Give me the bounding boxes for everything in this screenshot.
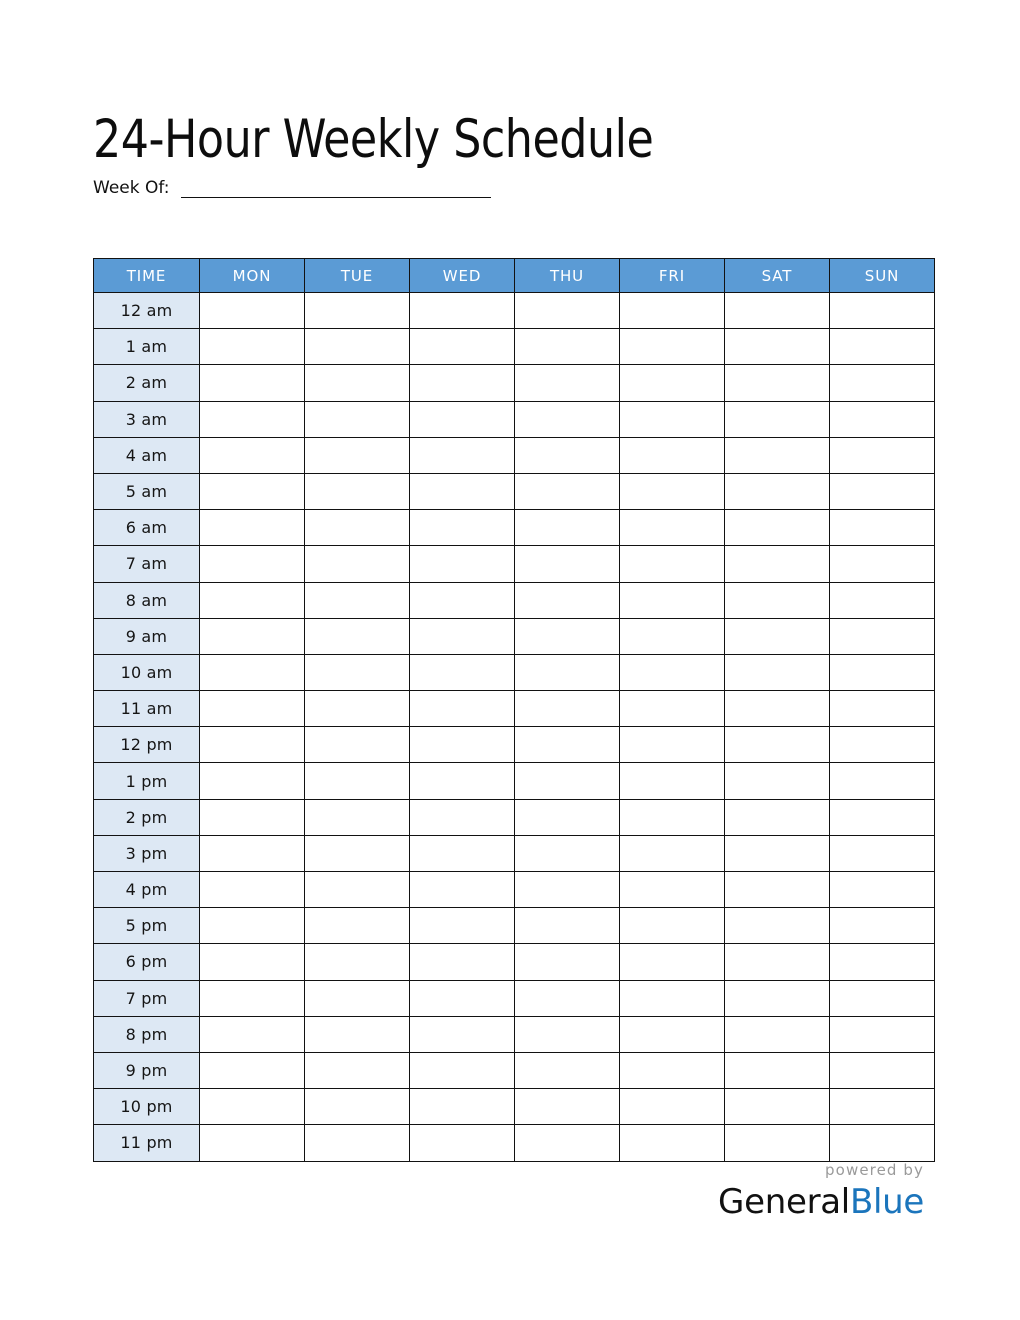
table-row	[94, 872, 935, 908]
brand-general-text: General	[718, 1182, 850, 1222]
column-header-thu: THU	[515, 259, 620, 293]
schedule-entry-cell[interactable]	[725, 293, 830, 329]
table-row	[94, 1125, 935, 1161]
schedule-entry-cell[interactable]	[725, 727, 830, 763]
schedule-entry-cell[interactable]	[620, 1089, 725, 1125]
schedule-entry-cell[interactable]	[620, 654, 725, 690]
schedule-entry-cell[interactable]	[830, 437, 935, 473]
schedule-entry-cell[interactable]	[305, 1016, 410, 1052]
schedule-entry-cell[interactable]	[515, 944, 620, 980]
table-row	[94, 691, 935, 727]
schedule-entry-cell[interactable]	[830, 401, 935, 437]
schedule-entry-cell[interactable]	[200, 654, 305, 690]
general-blue-logo	[624, 1161, 924, 1222]
schedule-entry-cell[interactable]	[410, 510, 515, 546]
table-row	[94, 365, 935, 401]
schedule-entry-cell[interactable]	[410, 727, 515, 763]
schedule-entry-cell[interactable]	[515, 799, 620, 835]
schedule-entry-cell[interactable]	[515, 1125, 620, 1161]
week-of-input[interactable]	[181, 197, 491, 198]
schedule-entry-cell[interactable]	[830, 1089, 935, 1125]
time-label-cell: 4 am	[94, 437, 200, 473]
schedule-entry-cell[interactable]	[410, 1052, 515, 1088]
schedule-entry-cell[interactable]	[725, 1052, 830, 1088]
time-label-cell: 7 pm	[94, 980, 200, 1016]
schedule-entry-cell[interactable]	[305, 546, 410, 582]
schedule-entry-cell[interactable]	[200, 799, 305, 835]
schedule-entry-cell[interactable]	[725, 473, 830, 509]
schedule-entry-cell[interactable]	[725, 582, 830, 618]
time-label-cell: 11 am	[94, 691, 200, 727]
schedule-entry-cell[interactable]	[620, 691, 725, 727]
schedule-entry-cell[interactable]	[410, 835, 515, 871]
schedule-entry-cell[interactable]	[620, 727, 725, 763]
schedule-entry-cell[interactable]	[830, 872, 935, 908]
schedule-entry-cell[interactable]	[830, 835, 935, 871]
schedule-entry-cell[interactable]	[830, 763, 935, 799]
schedule-entry-cell[interactable]	[410, 1016, 515, 1052]
schedule-entry-cell[interactable]	[410, 401, 515, 437]
schedule-entry-cell[interactable]	[305, 1125, 410, 1161]
schedule-entry-cell[interactable]	[830, 546, 935, 582]
schedule-entry-cell[interactable]	[515, 473, 620, 509]
schedule-entry-cell[interactable]	[620, 980, 725, 1016]
schedule-entry-cell[interactable]	[515, 618, 620, 654]
schedule-entry-cell[interactable]	[410, 365, 515, 401]
schedule-entry-cell[interactable]	[200, 835, 305, 871]
schedule-entry-cell[interactable]	[410, 329, 515, 365]
time-label-cell: 2 pm	[94, 799, 200, 835]
schedule-entry-cell[interactable]	[620, 365, 725, 401]
schedule-entry-cell[interactable]	[620, 908, 725, 944]
schedule-entry-cell[interactable]	[830, 329, 935, 365]
schedule-entry-cell[interactable]	[410, 1089, 515, 1125]
column-header-fri: FRI	[620, 259, 725, 293]
schedule-entry-cell[interactable]	[830, 1125, 935, 1161]
schedule-entry-cell[interactable]	[725, 510, 830, 546]
schedule-entry-cell[interactable]	[515, 835, 620, 871]
time-label-cell: 12 pm	[94, 727, 200, 763]
time-label-cell: 6 am	[94, 510, 200, 546]
page-title: 24-Hour Weekly Schedule	[93, 108, 654, 170]
schedule-table-container	[93, 258, 927, 1162]
schedule-entry-cell[interactable]	[620, 401, 725, 437]
schedule-entry-cell[interactable]	[410, 582, 515, 618]
schedule-entry-cell[interactable]	[305, 582, 410, 618]
column-header-sun: SUN	[830, 259, 935, 293]
table-row	[94, 473, 935, 509]
schedule-entry-cell[interactable]	[410, 654, 515, 690]
schedule-entry-cell[interactable]	[515, 763, 620, 799]
table-row	[94, 293, 935, 329]
schedule-entry-cell[interactable]	[515, 1052, 620, 1088]
schedule-entry-cell[interactable]	[515, 582, 620, 618]
time-label-cell: 10 pm	[94, 1089, 200, 1125]
time-label-cell: 3 am	[94, 401, 200, 437]
time-label-cell: 4 pm	[94, 872, 200, 908]
schedule-entry-cell[interactable]	[410, 908, 515, 944]
table-row	[94, 618, 935, 654]
schedule-entry-cell[interactable]	[620, 1016, 725, 1052]
column-header-time: TIME	[94, 259, 200, 293]
table-row	[94, 1089, 935, 1125]
schedule-entry-cell[interactable]	[305, 618, 410, 654]
week-of-label: Week Of:	[93, 178, 170, 198]
time-label-cell: 12 am	[94, 293, 200, 329]
time-label-cell: 3 pm	[94, 835, 200, 871]
schedule-entry-cell[interactable]	[620, 1125, 725, 1161]
schedule-entry-cell[interactable]	[515, 908, 620, 944]
time-label-cell: 8 pm	[94, 1016, 200, 1052]
schedule-entry-cell[interactable]	[200, 727, 305, 763]
schedule-entry-cell[interactable]	[725, 546, 830, 582]
schedule-entry-cell[interactable]	[620, 437, 725, 473]
schedule-entry-cell[interactable]	[200, 980, 305, 1016]
schedule-entry-cell[interactable]	[410, 691, 515, 727]
schedule-entry-cell[interactable]	[830, 799, 935, 835]
schedule-entry-cell[interactable]	[410, 473, 515, 509]
schedule-entry-cell[interactable]	[410, 618, 515, 654]
schedule-entry-cell[interactable]	[200, 1125, 305, 1161]
schedule-entry-cell[interactable]	[515, 437, 620, 473]
schedule-entry-cell[interactable]	[200, 546, 305, 582]
schedule-entry-cell[interactable]	[305, 1052, 410, 1088]
brand-blue-text: Blue	[849, 1182, 924, 1222]
table-row	[94, 329, 935, 365]
schedule-entry-cell[interactable]	[410, 437, 515, 473]
schedule-entry-cell[interactable]	[305, 799, 410, 835]
schedule-entry-cell[interactable]	[200, 365, 305, 401]
schedule-entry-cell[interactable]	[200, 618, 305, 654]
time-label-cell: 9 am	[94, 618, 200, 654]
table-header-row	[94, 259, 935, 293]
schedule-entry-cell[interactable]	[830, 727, 935, 763]
column-header-wed: WED	[410, 259, 515, 293]
schedule-entry-cell[interactable]	[200, 944, 305, 980]
table-row	[94, 944, 935, 980]
schedule-entry-cell[interactable]	[725, 763, 830, 799]
schedule-entry-cell[interactable]	[200, 510, 305, 546]
schedule-entry-cell[interactable]	[200, 691, 305, 727]
schedule-entry-cell[interactable]	[410, 293, 515, 329]
schedule-entry-cell[interactable]	[515, 293, 620, 329]
schedule-entry-cell[interactable]	[305, 727, 410, 763]
schedule-entry-cell[interactable]	[515, 1089, 620, 1125]
schedule-entry-cell[interactable]	[305, 872, 410, 908]
schedule-entry-cell[interactable]	[725, 872, 830, 908]
schedule-entry-cell[interactable]	[725, 329, 830, 365]
schedule-entry-cell[interactable]	[200, 473, 305, 509]
schedule-entry-cell[interactable]	[830, 582, 935, 618]
schedule-entry-cell[interactable]	[200, 401, 305, 437]
schedule-entry-cell[interactable]	[515, 365, 620, 401]
time-label-cell: 2 am	[94, 365, 200, 401]
schedule-entry-cell[interactable]	[305, 365, 410, 401]
time-label-cell: 8 am	[94, 582, 200, 618]
table-row	[94, 546, 935, 582]
schedule-entry-cell[interactable]	[620, 293, 725, 329]
table-row	[94, 1052, 935, 1088]
schedule-entry-cell[interactable]	[515, 691, 620, 727]
schedule-entry-cell[interactable]	[620, 872, 725, 908]
table-row	[94, 1016, 935, 1052]
schedule-entry-cell[interactable]	[620, 1052, 725, 1088]
time-label-cell: 9 pm	[94, 1052, 200, 1088]
schedule-entry-cell[interactable]	[725, 401, 830, 437]
time-label-cell: 1 pm	[94, 763, 200, 799]
schedule-entry-cell[interactable]	[725, 1016, 830, 1052]
schedule-entry-cell[interactable]	[620, 618, 725, 654]
schedule-entry-cell[interactable]	[515, 329, 620, 365]
schedule-entry-cell[interactable]	[515, 980, 620, 1016]
schedule-entry-cell[interactable]	[305, 437, 410, 473]
schedule-entry-cell[interactable]	[410, 1125, 515, 1161]
time-label-cell: 5 pm	[94, 908, 200, 944]
schedule-entry-cell[interactable]	[200, 293, 305, 329]
schedule-entry-cell[interactable]	[305, 835, 410, 871]
schedule-entry-cell[interactable]	[725, 654, 830, 690]
schedule-entry-cell[interactable]	[725, 618, 830, 654]
schedule-entry-cell[interactable]	[305, 980, 410, 1016]
schedule-entry-cell[interactable]	[410, 944, 515, 980]
schedule-entry-cell[interactable]	[200, 908, 305, 944]
schedule-entry-cell[interactable]	[410, 799, 515, 835]
schedule-table-head	[94, 259, 935, 293]
brand-wordmark	[624, 1182, 924, 1222]
schedule-entry-cell[interactable]	[305, 691, 410, 727]
schedule-entry-cell[interactable]	[830, 510, 935, 546]
schedule-entry-cell[interactable]	[515, 872, 620, 908]
schedule-table	[93, 258, 935, 1162]
schedule-entry-cell[interactable]	[830, 980, 935, 1016]
schedule-entry-cell[interactable]	[515, 546, 620, 582]
schedule-entry-cell[interactable]	[830, 691, 935, 727]
schedule-entry-cell[interactable]	[200, 763, 305, 799]
week-of-field-group	[93, 170, 491, 200]
schedule-entry-cell[interactable]	[200, 1089, 305, 1125]
schedule-entry-cell[interactable]	[410, 980, 515, 1016]
schedule-entry-cell[interactable]	[620, 799, 725, 835]
schedule-entry-cell[interactable]	[410, 872, 515, 908]
schedule-entry-cell[interactable]	[305, 293, 410, 329]
schedule-entry-cell[interactable]	[620, 763, 725, 799]
column-header-sat: SAT	[725, 259, 830, 293]
schedule-entry-cell[interactable]	[410, 546, 515, 582]
schedule-entry-cell[interactable]	[620, 473, 725, 509]
schedule-entry-cell[interactable]	[620, 835, 725, 871]
schedule-entry-cell[interactable]	[305, 473, 410, 509]
schedule-entry-cell[interactable]	[515, 727, 620, 763]
time-label-cell: 1 am	[94, 329, 200, 365]
schedule-entry-cell[interactable]	[305, 654, 410, 690]
schedule-entry-cell[interactable]	[830, 1016, 935, 1052]
schedule-entry-cell[interactable]	[725, 365, 830, 401]
table-row	[94, 582, 935, 618]
schedule-entry-cell[interactable]	[830, 654, 935, 690]
schedule-table-body	[94, 293, 935, 1162]
schedule-entry-cell[interactable]	[620, 582, 725, 618]
schedule-entry-cell[interactable]	[200, 1052, 305, 1088]
schedule-entry-cell[interactable]	[830, 1052, 935, 1088]
schedule-entry-cell[interactable]	[725, 980, 830, 1016]
schedule-entry-cell[interactable]	[305, 329, 410, 365]
schedule-entry-cell[interactable]	[725, 944, 830, 980]
schedule-entry-cell[interactable]	[830, 365, 935, 401]
schedule-entry-cell[interactable]	[620, 329, 725, 365]
schedule-entry-cell[interactable]	[305, 1089, 410, 1125]
schedule-entry-cell[interactable]	[620, 944, 725, 980]
schedule-entry-cell[interactable]	[200, 329, 305, 365]
schedule-entry-cell[interactable]	[620, 546, 725, 582]
table-row	[94, 727, 935, 763]
column-header-mon: MON	[200, 259, 305, 293]
time-label-cell: 11 pm	[94, 1125, 200, 1161]
time-label-cell: 7 am	[94, 546, 200, 582]
table-row	[94, 799, 935, 835]
schedule-entry-cell[interactable]	[200, 1016, 305, 1052]
schedule-entry-cell[interactable]	[830, 944, 935, 980]
table-row	[94, 835, 935, 871]
time-label-cell: 10 am	[94, 654, 200, 690]
schedule-entry-cell[interactable]	[830, 908, 935, 944]
schedule-entry-cell[interactable]	[620, 510, 725, 546]
schedule-entry-cell[interactable]	[725, 1125, 830, 1161]
schedule-entry-cell[interactable]	[725, 437, 830, 473]
schedule-entry-cell[interactable]	[830, 293, 935, 329]
schedule-entry-cell[interactable]	[305, 401, 410, 437]
table-row	[94, 980, 935, 1016]
table-row	[94, 401, 935, 437]
time-label-cell: 6 pm	[94, 944, 200, 980]
schedule-entry-cell[interactable]	[830, 618, 935, 654]
schedule-entry-cell[interactable]	[725, 908, 830, 944]
schedule-entry-cell[interactable]	[515, 654, 620, 690]
schedule-entry-cell[interactable]	[515, 1016, 620, 1052]
schedule-entry-cell[interactable]	[305, 510, 410, 546]
schedule-entry-cell[interactable]	[830, 473, 935, 509]
schedule-entry-cell[interactable]	[725, 835, 830, 871]
schedule-entry-cell[interactable]	[515, 401, 620, 437]
schedule-entry-cell[interactable]	[725, 691, 830, 727]
table-row	[94, 763, 935, 799]
powered-by-label: powered by	[825, 1161, 924, 1179]
schedule-entry-cell[interactable]	[725, 1089, 830, 1125]
schedule-entry-cell[interactable]	[305, 944, 410, 980]
schedule-entry-cell[interactable]	[200, 872, 305, 908]
table-row	[94, 510, 935, 546]
schedule-entry-cell[interactable]	[725, 799, 830, 835]
schedule-entry-cell[interactable]	[410, 763, 515, 799]
table-row	[94, 908, 935, 944]
table-row	[94, 654, 935, 690]
table-row	[94, 437, 935, 473]
schedule-entry-cell[interactable]	[200, 582, 305, 618]
column-header-tue: TUE	[305, 259, 410, 293]
schedule-entry-cell[interactable]	[200, 437, 305, 473]
time-label-cell: 5 am	[94, 473, 200, 509]
schedule-entry-cell[interactable]	[305, 763, 410, 799]
schedule-entry-cell[interactable]	[305, 908, 410, 944]
schedule-entry-cell[interactable]	[515, 510, 620, 546]
